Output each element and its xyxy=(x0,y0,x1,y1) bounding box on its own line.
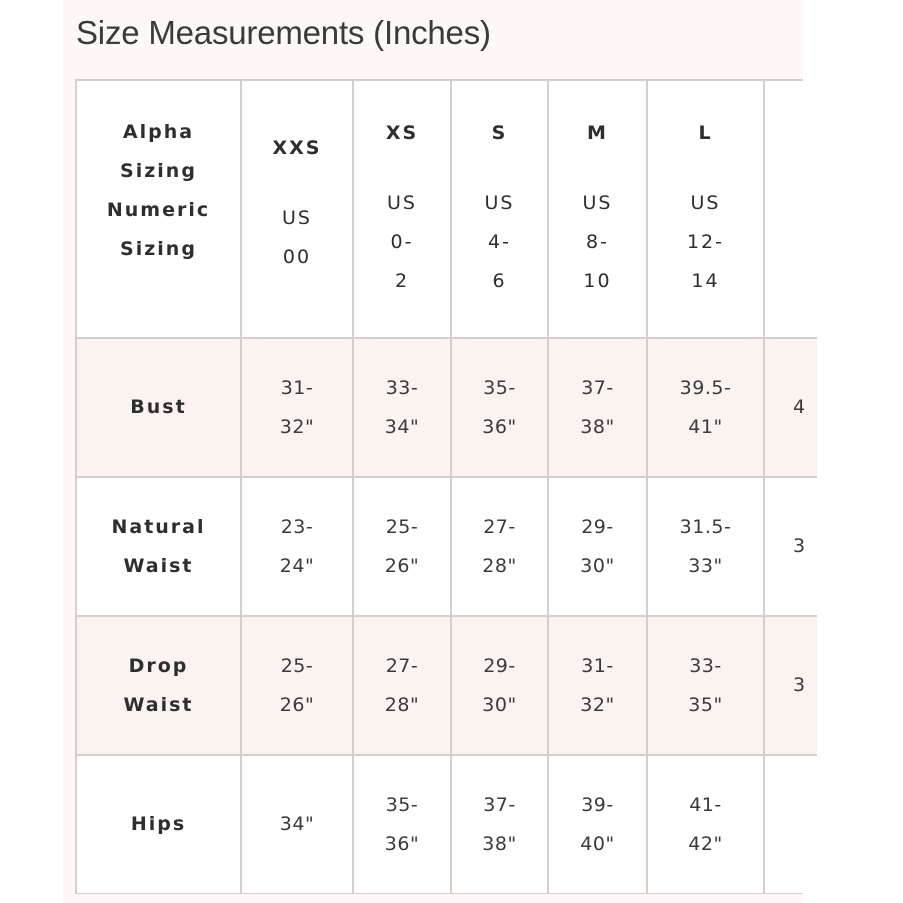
value-line: 25- xyxy=(280,654,314,677)
value-line: 35- xyxy=(385,793,419,816)
value-line: 31.5- xyxy=(679,515,732,538)
numeric-size: US xyxy=(582,192,613,214)
value-cell xyxy=(452,756,549,893)
alpha-size: XS xyxy=(385,122,419,144)
numeric-size: 14 xyxy=(691,270,720,292)
value-cell xyxy=(242,339,354,476)
value-line: 33" xyxy=(688,554,723,577)
table-row-drop-waist xyxy=(77,615,817,754)
value-line: 29- xyxy=(581,515,614,538)
partial-value: 4 xyxy=(793,396,806,418)
value-cell-partial xyxy=(765,339,817,476)
value-line: 28" xyxy=(482,554,517,577)
value-line: 37- xyxy=(483,793,516,816)
value-line: 34" xyxy=(384,415,420,438)
value-cell-partial xyxy=(765,617,817,754)
value-cell xyxy=(648,339,765,476)
row-label: Natural xyxy=(111,515,206,538)
numeric-size: 8- xyxy=(586,231,609,253)
numeric-size: US xyxy=(387,192,417,214)
header-size-l xyxy=(648,81,765,339)
value-cell xyxy=(452,339,549,476)
partial-value: 3 xyxy=(793,674,806,696)
alpha-size: L xyxy=(698,122,713,144)
row-label: Waist xyxy=(123,554,194,577)
numeric-size: US xyxy=(282,207,312,229)
value-line: 24" xyxy=(279,554,315,577)
numeric-sizing-label-line: Sizing xyxy=(120,238,197,260)
value-line: 36" xyxy=(384,832,420,855)
numeric-size: US xyxy=(484,192,515,214)
value-line: 25- xyxy=(385,515,419,538)
table-row-natural-waist xyxy=(77,476,817,615)
numeric-size: 2 xyxy=(394,270,410,292)
value-cell-partial xyxy=(765,756,817,893)
row-label: Drop xyxy=(128,654,189,677)
value-cell xyxy=(354,756,452,893)
value-cell xyxy=(549,756,648,893)
alpha-size: M xyxy=(587,122,608,144)
row-label: Bust xyxy=(130,396,187,418)
value-line: 39- xyxy=(581,793,614,816)
value-line: 35" xyxy=(688,693,723,716)
value-line: 40" xyxy=(580,832,615,855)
value-cell xyxy=(549,617,648,754)
value-line: 29- xyxy=(483,654,516,677)
value-line: 32" xyxy=(580,693,615,716)
table-header-row xyxy=(77,81,817,339)
row-label: Hips xyxy=(130,813,187,835)
header-size-cutoff xyxy=(765,81,817,339)
value-cell xyxy=(648,756,765,893)
value-cell xyxy=(242,756,354,893)
value-cell xyxy=(648,478,765,615)
value-line: 31- xyxy=(581,654,614,677)
numeric-size: US xyxy=(690,192,721,214)
value-line: 36" xyxy=(482,415,517,438)
value-cell xyxy=(452,478,549,615)
value-line: 30" xyxy=(580,554,615,577)
value-cell xyxy=(354,617,452,754)
header-label-cell xyxy=(77,81,242,339)
numeric-sizing-label-line: Numeric xyxy=(106,199,211,221)
value-cell xyxy=(549,339,648,476)
value-line: 38" xyxy=(482,832,517,855)
numeric-size: 12- xyxy=(686,231,725,253)
value-cell xyxy=(242,478,354,615)
value-line: 26" xyxy=(279,693,315,716)
value-line: 39.5- xyxy=(679,376,732,399)
alpha-sizing-label-line: Sizing xyxy=(120,160,197,182)
value-cell xyxy=(354,478,452,615)
value-line: 27- xyxy=(483,515,516,538)
value-cell-partial xyxy=(765,478,817,615)
value-line: 26" xyxy=(384,554,420,577)
row-label-cell xyxy=(77,478,242,615)
numeric-size: 6 xyxy=(492,270,507,292)
value-line: 28" xyxy=(384,693,420,716)
row-label-cell xyxy=(77,756,242,893)
table-row-hips xyxy=(77,754,817,893)
value-cell xyxy=(549,478,648,615)
alpha-sizing-label-line: Alpha xyxy=(122,121,195,143)
header-size-s xyxy=(452,81,549,339)
value-line: 33- xyxy=(385,376,419,399)
value-line: 41- xyxy=(689,793,722,816)
value-cell xyxy=(452,617,549,754)
value-line: 30" xyxy=(482,693,517,716)
value-line: 35- xyxy=(483,376,516,399)
value-line: 34" xyxy=(279,813,315,835)
header-size-xs xyxy=(354,81,452,339)
table-row-bust xyxy=(77,337,817,476)
value-line: 41" xyxy=(688,415,723,438)
value-line: 33- xyxy=(689,654,722,677)
value-cell xyxy=(354,339,452,476)
numeric-size: 4- xyxy=(488,231,511,253)
header-size-m xyxy=(549,81,648,339)
value-line: 38" xyxy=(580,415,615,438)
value-line: 23- xyxy=(280,515,314,538)
size-table xyxy=(75,79,806,894)
partial-value: 3 xyxy=(793,535,806,557)
row-label-cell xyxy=(77,339,242,476)
page-title: Size Measurements (Inches) xyxy=(76,14,491,51)
value-line: 42" xyxy=(688,832,723,855)
alpha-size: S xyxy=(491,122,508,144)
value-line: 37- xyxy=(581,376,614,399)
value-cell xyxy=(242,617,354,754)
row-label-cell xyxy=(77,617,242,754)
alpha-size: XXS xyxy=(272,137,322,159)
value-line: 27- xyxy=(385,654,419,677)
row-label: Waist xyxy=(123,693,194,716)
header-size-xxs xyxy=(242,81,354,339)
numeric-size: 10 xyxy=(583,270,612,292)
value-line: 32" xyxy=(279,415,315,438)
value-line: 31- xyxy=(280,376,314,399)
value-cell xyxy=(648,617,765,754)
numeric-size: 00 xyxy=(282,246,312,268)
numeric-size: 0- xyxy=(390,231,414,253)
